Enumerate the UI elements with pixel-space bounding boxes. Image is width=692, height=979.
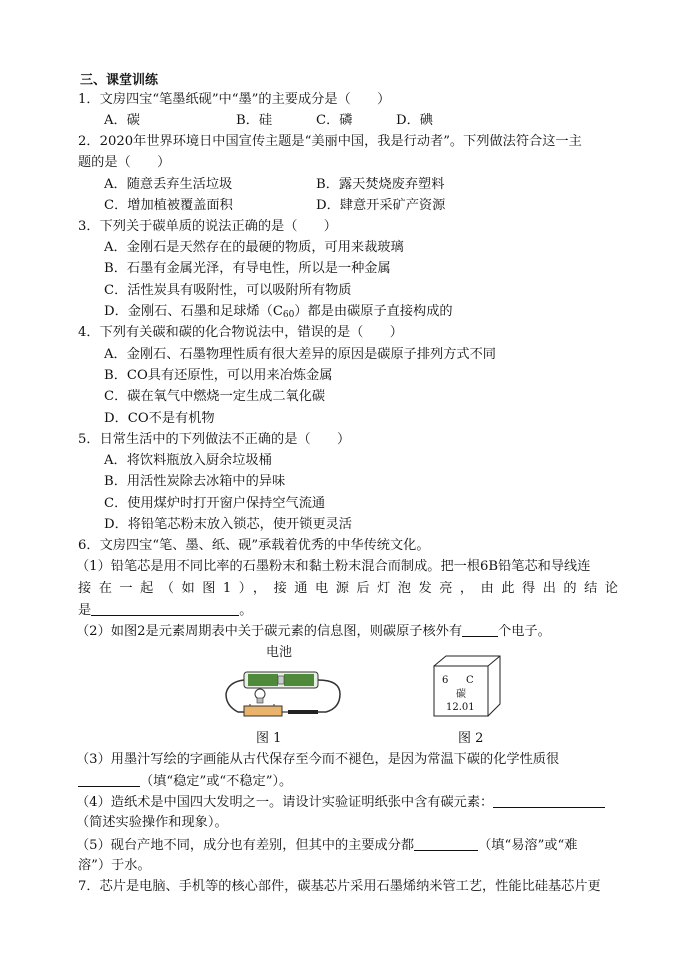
q2-option-d: D．肆意开采矿产资源 xyxy=(316,198,446,213)
q5-option-b: B．用活性炭除去冰箱中的异味 xyxy=(104,474,286,489)
bulb-base-board xyxy=(244,706,282,716)
q4-option-d: D．CO不是有机物 xyxy=(104,411,215,426)
q3-option-c: C．活性炭具有吸附性，可以吸附所有物质 xyxy=(104,283,352,298)
battery-icon xyxy=(244,672,318,688)
pencil-lead-icon xyxy=(288,710,318,714)
q6-part5-answer-blank[interactable] xyxy=(414,837,478,851)
q6-part1-answer-blank[interactable] xyxy=(91,602,239,616)
atomic-number: 6 xyxy=(442,675,449,686)
q1-option-d: D．碘 xyxy=(396,113,433,128)
q1-option-b: B．硅 xyxy=(236,113,273,128)
q6-part5-line1: （5）砚台产地不同，成分也有差别，但其中的主要成分都 （填“易溶”或“难 xyxy=(76,838,578,853)
q6-part1-line2: 接在一起（如图1），接通电源后灯泡发亮，由此得出的结论 xyxy=(78,581,618,596)
q5-stem: 5．日常生活中的下列做法不正确的是（ ） xyxy=(78,432,351,447)
q1-stem: 1．文房四宝“笔墨纸砚”中“墨”的主要成分是（ ） xyxy=(78,92,391,107)
section-title: 三、课堂训练 xyxy=(80,73,159,88)
q6-part3-line1: （3）用墨汁写绘的字画能从古代保存至今而不褪色，是因为常温下碳的化学性质很 xyxy=(76,752,560,767)
q6-part3-answer-blank[interactable] xyxy=(78,773,140,787)
q2-stem-line1: 2．2020年世界环境日中国宣传主题是“美丽中国，我是行动者”。下列做法符合这一主 xyxy=(78,134,582,149)
q6-part1-line3: 是 。 xyxy=(78,603,253,618)
q4-option-b: B．CO具有还原性，可以用来冶炼金属 xyxy=(104,368,333,383)
figure-2-element-card xyxy=(430,652,504,720)
q5-option-a: A．将饮料瓶放入厨余垃圾桶 xyxy=(104,453,272,468)
q6-part5-line2: 溶”）于水。 xyxy=(78,858,151,873)
battery-label: 电池 xyxy=(266,645,293,660)
q3-option-d: D．金刚石、石墨和足球烯$(C_{60})$都是由碳原子直接构成的 xyxy=(104,304,453,320)
q6-part2-answer-blank[interactable] xyxy=(462,623,498,637)
q2-option-c: C．增加植被覆盖面积 xyxy=(104,198,233,213)
q7-stem-line1: 7．芯片是电脑、手机等的核心部件，碳基芯片采用石墨烯纳米管工艺，性能比硅基芯片更 xyxy=(78,879,601,894)
q4-option-c: C．碳在氧气中燃烧一定生成二氧化碳 xyxy=(104,389,326,404)
figure-2-caption: 图 2 xyxy=(458,731,484,746)
q1-option-c: C．磷 xyxy=(316,113,353,128)
q6-part1-line1: （1）铅笔芯是用不同比率的石墨粉末和黏土粉末混合而制成。把一根6B铅笔芯和导线连 xyxy=(76,559,591,574)
q6-part4-line1: （4）造纸术是中国四大发明之一。请设计实验证明纸张中含有碳元素： xyxy=(76,794,605,811)
q3-stem: 3．下列关于碳单质的说法正确的是（ ） xyxy=(78,219,337,234)
figure-1-caption: 图 1 xyxy=(256,731,282,746)
figure-1-circuit xyxy=(222,642,346,722)
q1-option-a: A．碳 xyxy=(104,113,140,128)
element-symbol: C xyxy=(466,675,474,686)
q5-option-d: D．将铅笔芯粉末放入锁芯，使开锁更灵活 xyxy=(104,517,352,532)
bulb-icon xyxy=(255,689,265,703)
atomic-mass: 12.01 xyxy=(446,702,475,713)
q3-option-a: A．金刚石是天然存在的最硬的物质，可用来裁玻璃 xyxy=(104,240,404,255)
q5-option-c: C．使用煤炉时打开窗户保持空气流通 xyxy=(104,496,326,511)
q3-option-b: B．石墨有金属光泽，有导电性，所以是一种金属 xyxy=(104,261,391,276)
q2-option-a: A．随意丢弃生活垃圾 xyxy=(104,177,233,192)
q2-option-b: B．露天焚烧废弃塑料 xyxy=(316,177,445,192)
element-name: 碳 xyxy=(456,689,466,700)
q4-stem: 4．下列有关碳和碳的化合物说法中，错误的是（ ） xyxy=(78,325,403,340)
q6-part4-answer-blank[interactable] xyxy=(493,794,605,808)
q2-stem-line2: 题的是（ ） xyxy=(78,155,171,170)
q6-part2: （2）如图2是元素周期表中关于碳元素的信息图，则碳原子核外有 个电子。 xyxy=(76,624,551,639)
q6-part3-line2: （填“稳定”或“不稳定”）。 xyxy=(78,773,292,790)
q6-part4-line2: （简述实验操作和现象）。 xyxy=(76,815,228,830)
q4-option-a: A．金刚石、石墨物理性质有很大差异的原因是碳原子排列方式不同 xyxy=(104,347,496,362)
q6-stem: 6．文房四宝“笔、墨、纸、砚”承载着优秀的中华传统文化。 xyxy=(78,538,430,553)
